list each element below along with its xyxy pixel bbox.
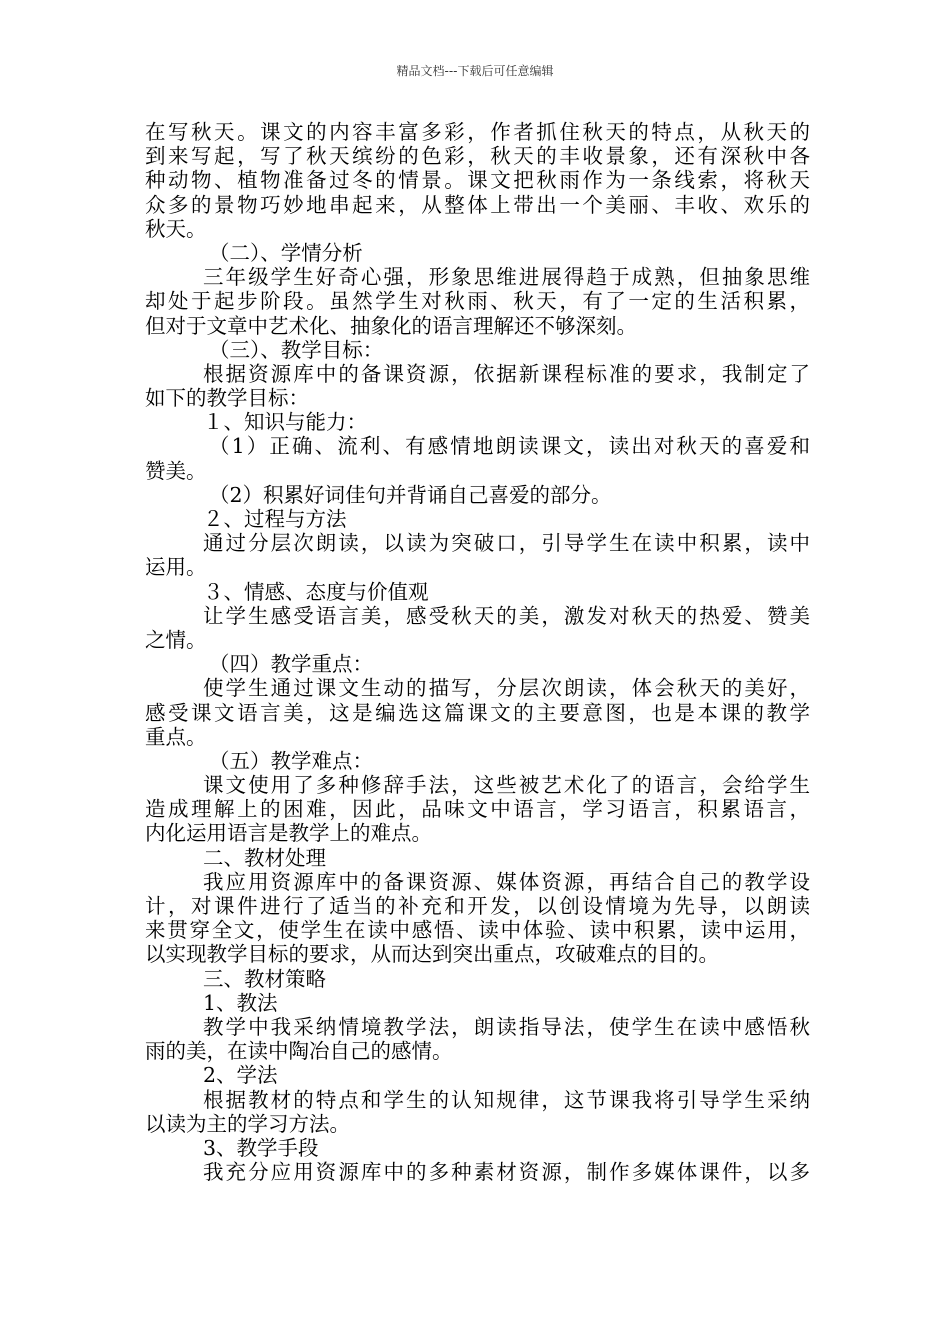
text-line: 却处于起步阶段。虽然学生对秋雨、秋天，有了一定的生活积累， (145, 289, 810, 314)
text-line: 秋天。 (145, 216, 207, 241)
text-line: 教学中我采纳情境教学法，朗读指导法，使学生在读中感悟秋 (203, 1014, 810, 1039)
text-line: 以实现教学目标的要求，从而达到突出重点，攻破难点的目的。 (145, 942, 719, 967)
text-line: 三年级学生好奇心强，形象思维进展得趋于成熟，但抽象思维 (203, 265, 810, 290)
section-heading: （三）、教学目标： (209, 337, 384, 362)
text-line: 但对于文章中艺术化、抽象化的语言理解还不够深刻。 (145, 313, 637, 338)
subsection-heading: 3、教学手段 (203, 1135, 319, 1160)
text-line: （1）正确、流利、有感情地朗读课文，读出对秋天的喜爱和 (209, 434, 810, 459)
text-line: 众多的景物巧妙地串起来，从整体上带出一个美丽、丰收、欢乐的 (145, 192, 810, 217)
text-line: 计，对课件进行了适当的补充和开发，以创设情境为先导，以朗读 (145, 894, 810, 918)
text-line: 来贯穿全文，使学生在读中感悟、读中体验、读中积累，读中运用， (145, 918, 810, 943)
text-line: 让学生感受语言美，感受秋天的美，激发对秋天的热爱、赞美 (203, 603, 810, 628)
subsection-heading: 2、学法 (203, 1063, 278, 1088)
text-line: 之情。 (145, 627, 207, 652)
text-line: 重点。 (145, 724, 207, 749)
text-line: 使学生通过课文生动的描写，分层次朗读，体会秋天的美好， (203, 676, 810, 701)
text-line: 以读为主的学习方法。 (145, 1111, 350, 1136)
text-line: 在写秋天。课文的内容丰富多彩，作者抓住秋天的特点，从秋天的 (145, 120, 810, 144)
section-heading: 二、教材处理 (203, 845, 326, 870)
text-line: 运用。 (145, 555, 207, 580)
text-line: 造成理解上的困难，因此，品味文中语言，学习语言，积累语言， (145, 797, 810, 822)
text-line: 雨的美，在读中陶冶自己的感情。 (145, 1039, 453, 1064)
section-heading: 三、教材策略 (203, 966, 326, 991)
text-line: 到来写起，写了秋天缤纷的色彩，秋天的丰收景象，还有深秋中各 (145, 144, 810, 169)
subsection-heading: １、知识与能力： (203, 410, 367, 435)
text-line: 根据资源库中的备课资源，依据新课程标准的要求，我制定了 (203, 361, 810, 386)
text-line: 赞美。 (145, 458, 207, 483)
subsection-heading: ２、过程与方法 (203, 507, 347, 531)
text-line: 我充分应用资源库中的多种素材资源，制作多媒体课件，以多 (203, 1160, 810, 1185)
text-line: 我应用资源库中的备课资源、媒体资源，再结合自己的教学设 (203, 869, 810, 894)
page-header: 精品文档---下载后可任意编辑 (396, 64, 554, 78)
text-line: 课文使用了多种修辞手法，这些被艺术化了的语言，会给学生 (203, 773, 810, 798)
section-heading: （四）教学重点： (209, 652, 373, 677)
text-line: 如下的教学目标： (145, 386, 309, 411)
document-body (145, 120, 810, 1184)
text-line: 种动物、植物准备过冬的情景。课文把秋雨作为一条线索，将秋天 (145, 168, 810, 193)
section-heading: （二）、学情分析 (209, 240, 363, 265)
subsection-heading: ３、情感、态度与价值观 (203, 579, 429, 604)
text-line: 通过分层次朗读，以读为突破口，引导学生在读中积累，读中 (203, 531, 810, 556)
text-line: 内化运用语言是教学上的难点。 (145, 821, 432, 846)
subsection-heading: 1、教法 (203, 990, 278, 1015)
text-line: （2）积累好词佳句并背诵自己喜爱的部分。 (209, 482, 612, 507)
text-line: 感受课文语言美，这是编选这篇课文的主要意图，也是本课的教学 (145, 700, 810, 725)
text-line: 根据教材的特点和学生的认知规律，这节课我将引导学生采纳 (203, 1087, 810, 1112)
section-heading: （五）教学难点： (209, 748, 373, 773)
